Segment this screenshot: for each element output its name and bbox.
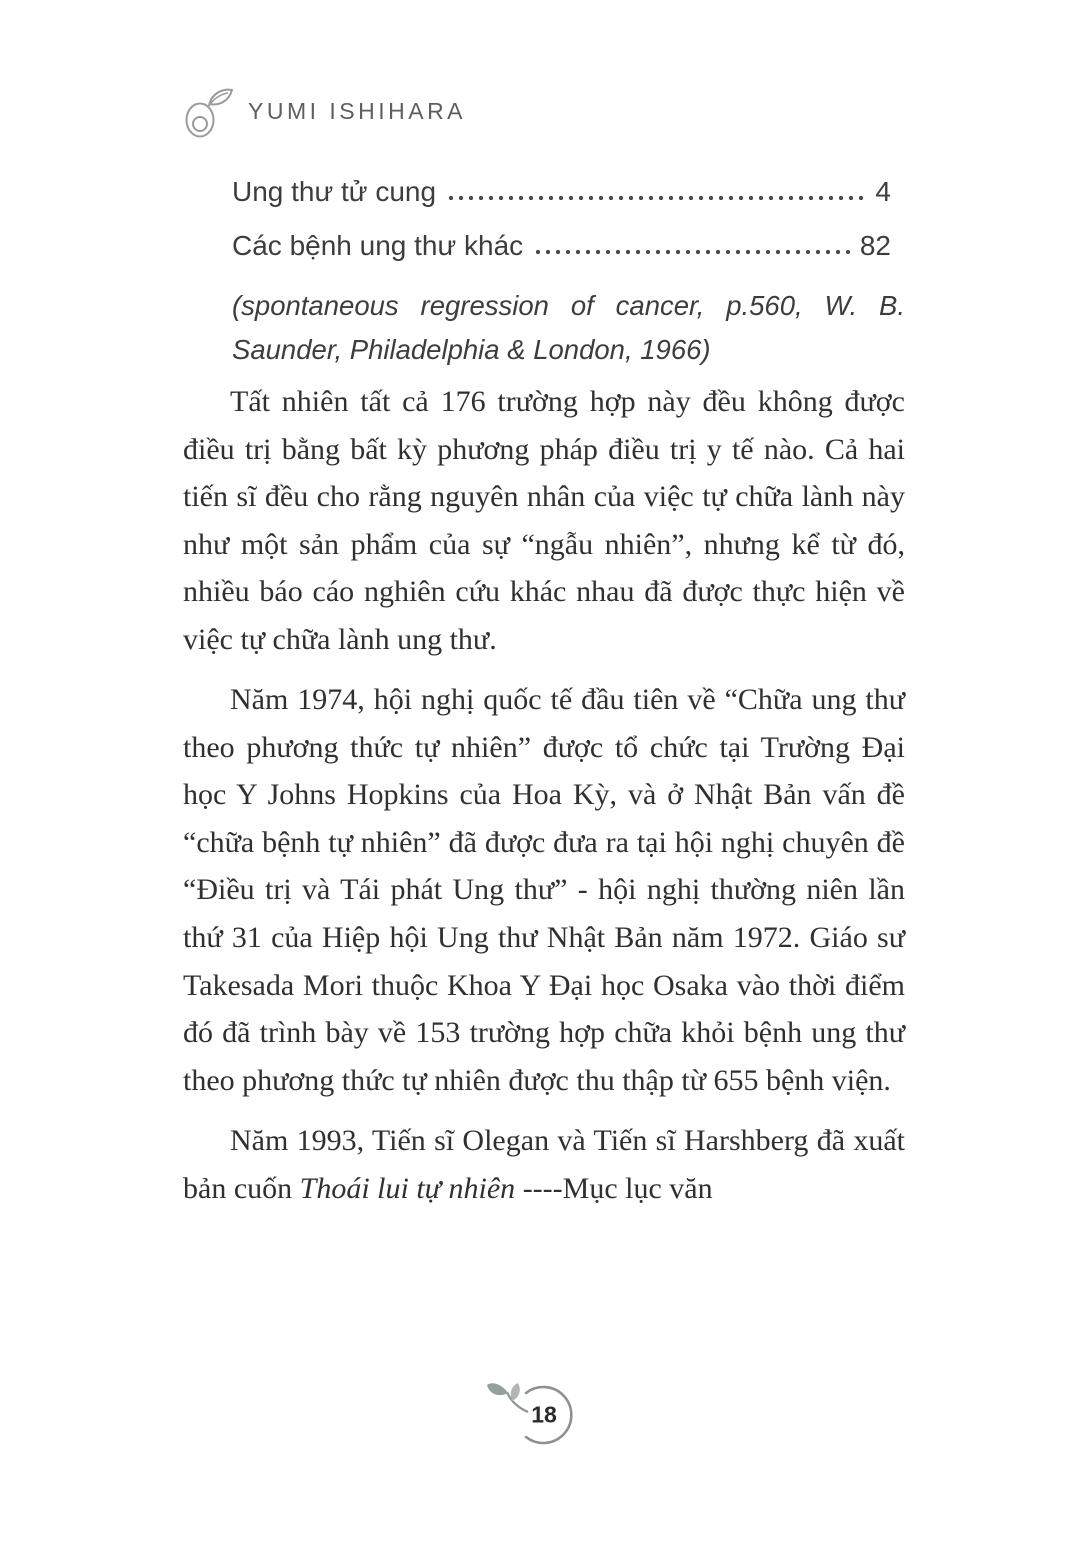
toc-entry[interactable] — [232, 230, 905, 262]
avocado-logo-icon — [180, 82, 234, 140]
dotted-leader — [446, 195, 869, 201]
paragraph-2: Năm 1974, hội nghị quốc tế đầu tiên về “Chữa ung thư theo phương thức tự nhiên” được tổ chức tại Trường Đại học Y Johns Hopkins của Hoa Kỳ, và ở Nhật Bản vấn đề “chữa bệnh tự nhiên” đã được đưa ra tại hội nghị chuyên đề “Điều trị và Tái phát Ung thư” - hội nghị thường niên lần thứ 31 của Hiệp hội Ung thư Nhật Bản năm 1972. Giáo sư Takesada Mori thuộc Khoa Y Đại học Osaka vào thời điểm đó đã trình bày về 153 trường hợp chữa khỏi bệnh ung thư theo phương thức tự nhiên được thu thập từ 655 bệnh viện. — [183, 683, 905, 1097]
toc-entry-label: Các bệnh ung thư khác — [232, 230, 524, 261]
brand-name: YUMI ISHIHARA — [248, 97, 467, 124]
page-footer — [481, 1376, 601, 1454]
book-title-italic: Thoái lui tự nhiên — [299, 1171, 516, 1205]
leaf-icon-small — [511, 1383, 520, 1401]
leaf-icon — [487, 1383, 508, 1395]
table-of-contents — [232, 176, 905, 372]
dotted-leader — [533, 249, 854, 255]
citation-line-1: (spontaneous regression of cancer, p.560, W. B. — [232, 290, 905, 321]
toc-entry[interactable] — [232, 176, 905, 208]
toc-entry-page: 82 — [859, 230, 891, 261]
source-citation — [232, 284, 905, 372]
toc-entry-label: Ung thư tử cung — [232, 176, 437, 207]
paragraph-1: Tất nhiên tất cả 176 trường hợp này đều không được điều trị bằng bất kỳ phương pháp điều trị y tế nào. Cả hai tiến sĩ đều cho rằng nguyên nhân của việc tự chữa lành này như một sản phẩm của sự “ngẫu nhiên”, nhưng kể từ đó, nhiều báo cáo nghiên cứu khác nhau đã được thực hiện về việc tự chữa lành ung thư. — [183, 385, 905, 656]
paragraph-3-tail: ----Mục lục văn — [515, 1171, 713, 1205]
page-number: 18 — [531, 1401, 557, 1428]
citation-line-2: Saunder, Philadelphia & London, 1966) — [232, 334, 711, 365]
toc-entry-page: 4 — [875, 176, 891, 207]
page-header — [180, 82, 466, 140]
body-text — [183, 378, 905, 1225]
paragraph-3 — [183, 1117, 905, 1212]
paragraph-3-text: Năm 1993, Tiến sĩ Olegan và Tiến sĩ Harshberg đã xuất bản cuốn — [183, 1124, 905, 1205]
